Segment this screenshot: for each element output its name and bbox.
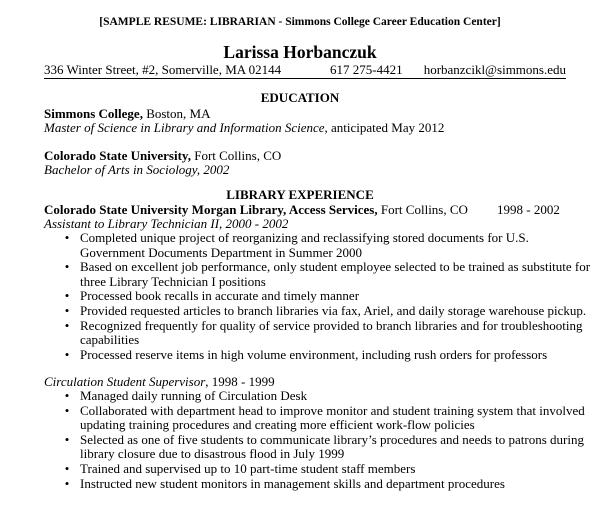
contact-line (44, 62, 566, 79)
list-item: • Selected as one of five students to communicate library’s procedures and needs to patrons during library closure due to disastrous flood in July 1999 (62, 433, 592, 462)
employer-dates: 1998 - 2002 (497, 202, 560, 217)
bullet-icon: • (64, 402, 70, 418)
contact-phone: 617 275-4421 (330, 62, 403, 77)
bullet-icon: • (64, 302, 70, 318)
bullet-icon: • (64, 475, 70, 491)
education-degree-2 (44, 162, 229, 178)
list-item: • Completed unique project of reorganizing and reclassifying stored documents for U.S. Government Documents Department in Summer 2000 (62, 231, 592, 260)
school-name: Colorado State University, (44, 148, 191, 163)
bullet-icon: • (64, 388, 70, 403)
employer-name: Colorado State University Morgan Library, Access Services, (44, 202, 378, 217)
degree-note: , anticipated May 2012 (324, 120, 445, 135)
list-item: • Provided requested articles to branch libraries via fax, Ariel, and daily storage warehouse pickup. (62, 304, 592, 319)
experience-heading: LIBRARY EXPERIENCE (226, 187, 374, 202)
bullet-icon: • (64, 431, 70, 447)
education-degree-1 (44, 120, 444, 136)
school-location: Boston, MA (142, 106, 211, 121)
list-item: • Processed reserve items in high volume environment, including rush orders for professors (62, 348, 592, 363)
degree-name: Master of Science in Library and Information Science (44, 120, 325, 135)
list-item: • Managed daily running of Circulation Desk (62, 389, 592, 404)
bullet-icon: • (64, 317, 70, 333)
position-dates: , 2000 - 2002 (219, 216, 289, 231)
position-title: Circulation Student Supervisor (44, 374, 206, 389)
position-1-duties (62, 231, 592, 362)
school-location: Fort Collins, CO (190, 148, 282, 163)
school-name: Simmons College, (44, 106, 143, 121)
contact-address: 336 Winter Street, #2, Somerville, MA 02144 (44, 62, 282, 77)
list-item: • Processed book recalls in accurate and timely manner (62, 289, 592, 304)
bullet-icon: • (64, 259, 70, 275)
bullet-icon: • (64, 460, 70, 476)
bullet-icon: • (64, 288, 70, 304)
education-heading: EDUCATION (260, 90, 340, 105)
resume-banner: [SAMPLE RESUME: LIBRARIAN - Simmons College Career Education Center] (99, 16, 501, 28)
contact-email[interactable]: horbanzcikl@simmons.edu (423, 62, 566, 77)
position-2-duties (62, 389, 592, 491)
list-item: • Trained and supervised up to 10 part-time student staff members (62, 462, 592, 477)
bullet-icon: • (64, 230, 70, 245)
list-item: • Instructed new student monitors in management skills and department procedures (62, 477, 592, 492)
list-item: • Recognized frequently for quality of service provided to branch libraries and for troubleshooting capabilities (62, 319, 592, 348)
position-title: Assistant to Library Technician II (44, 216, 220, 231)
position-dates: , 1998 - 1999 (205, 374, 275, 389)
applicant-name: Larissa Horbanczuk (223, 42, 377, 62)
list-item: • Based on excellent job performance, only student employee selected to be trained as substitute for three Library Technician I positions (62, 260, 592, 289)
list-item: • Collaborated with department head to improve monitor and student training system that involved updating training procedures and creating more efficient work-flow policies (62, 404, 592, 433)
bullet-icon: • (64, 346, 70, 362)
employer-location: Fort Collins, CO (377, 202, 468, 217)
degree-name: Bachelor of Arts in Sociology, 2002 (44, 162, 230, 177)
